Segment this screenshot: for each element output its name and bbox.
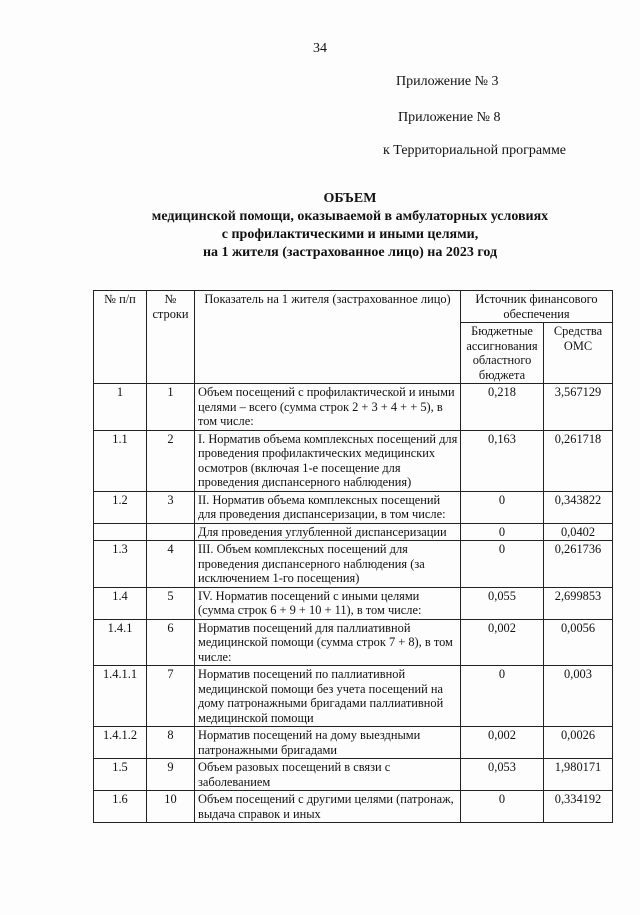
table-row xyxy=(94,523,613,541)
table-row xyxy=(94,587,613,619)
row-num-cell: 1.4.1.2 xyxy=(94,727,147,759)
title-line-1: ОБЪЕМ xyxy=(323,191,377,206)
row-budget-cell: 0,163 xyxy=(461,430,544,491)
volume-table xyxy=(93,290,613,823)
row-num-cell: 1.4.1.1 xyxy=(94,666,147,727)
table-row xyxy=(94,759,613,791)
table-row xyxy=(94,541,613,588)
table-row xyxy=(94,384,613,431)
row-indicator-cell: IV. Норматив посещений с иными целями (сумма строк 6 + 9 + 10 + 11), в том числе: xyxy=(195,587,461,619)
row-budget-cell: 0,002 xyxy=(461,619,544,666)
row-oms-cell: 0,0026 xyxy=(544,727,613,759)
row-oms-cell: 0,334192 xyxy=(544,791,613,823)
row-line-cell: 2 xyxy=(147,430,195,491)
appendix-line-2: Приложение № 8 xyxy=(398,110,501,125)
appendix-line-3: к Территориальной программе xyxy=(383,143,567,158)
row-oms-cell: 0,261736 xyxy=(544,541,613,588)
row-oms-cell: 2,699853 xyxy=(544,587,613,619)
header-source: Источник финансового обеспечения xyxy=(461,291,613,323)
row-line-cell: 9 xyxy=(147,759,195,791)
row-budget-cell: 0 xyxy=(461,541,544,588)
title-line-2: медицинской помощи, оказываемой в амбулаторных условиях xyxy=(151,209,549,224)
row-oms-cell: 0,261718 xyxy=(544,430,613,491)
row-line-cell xyxy=(147,523,195,541)
row-budget-cell: 0 xyxy=(461,791,544,823)
header-budget: Бюджетные ассигнования областного бюджета xyxy=(461,323,544,384)
row-line-cell: 3 xyxy=(147,491,195,523)
row-num-cell: 1.5 xyxy=(94,759,147,791)
row-num-cell: 1.3 xyxy=(94,541,147,588)
row-num-cell: 1 xyxy=(94,384,147,431)
row-oms-cell: 1,980171 xyxy=(544,759,613,791)
row-budget-cell: 0,055 xyxy=(461,587,544,619)
row-line-cell: 4 xyxy=(147,541,195,588)
row-budget-cell: 0,053 xyxy=(461,759,544,791)
row-oms-cell: 3,567129 xyxy=(544,384,613,431)
row-line-cell: 8 xyxy=(147,727,195,759)
row-oms-cell: 0,003 xyxy=(544,666,613,727)
row-num-cell: 1.2 xyxy=(94,491,147,523)
appendix-line-1: Приложение № 3 xyxy=(396,74,499,89)
table-row xyxy=(94,491,613,523)
row-budget-cell: 0 xyxy=(461,491,544,523)
header-oms: Средства ОМС xyxy=(544,323,613,384)
title-line-4: на 1 жителя (застрахованное лицо) на 2023 год xyxy=(202,245,498,260)
table-row xyxy=(94,619,613,666)
row-line-cell: 6 xyxy=(147,619,195,666)
row-oms-cell: 0,0402 xyxy=(544,523,613,541)
row-num-cell: 1.4 xyxy=(94,587,147,619)
row-budget-cell: 0 xyxy=(461,666,544,727)
row-indicator-cell: Объем разовых посещений в связи с заболеванием xyxy=(195,759,461,791)
row-num-cell: 1.6 xyxy=(94,791,147,823)
header-indicator: Показатель на 1 жителя (застрахованное лицо) xyxy=(195,291,461,384)
row-indicator-cell: Норматив посещений по паллиативной медицинской помощи без учета посещений на дому патронажными бригадами паллиативной медицинской помощи xyxy=(195,666,461,727)
header-num: № п/п xyxy=(94,291,147,384)
row-num-cell xyxy=(94,523,147,541)
row-line-cell: 1 xyxy=(147,384,195,431)
row-line-cell: 5 xyxy=(147,587,195,619)
header-row: № строки xyxy=(147,291,195,384)
table-row xyxy=(94,430,613,491)
document-title xyxy=(0,190,640,262)
row-num-cell: 1.1 xyxy=(94,430,147,491)
table-row xyxy=(94,791,613,823)
row-indicator-cell: I. Норматив объема комплексных посещений для проведения профилактических медицинских осмотров (включая 1-е посещение для проведения диспансерного наблюдения) xyxy=(195,430,461,491)
row-indicator-cell: Объем посещений с профилактической и иными целями – всего (сумма строк 2 + 3 + 4 + + 5), в том числе: xyxy=(195,384,461,431)
row-budget-cell: 0,002 xyxy=(461,727,544,759)
row-line-cell: 7 xyxy=(147,666,195,727)
table-row xyxy=(94,666,613,727)
row-indicator-cell: Для проведения углубленной диспансеризации xyxy=(195,523,461,541)
row-num-cell: 1.4.1 xyxy=(94,619,147,666)
row-indicator-cell: Норматив посещений для паллиативной медицинской помощи (сумма строк 7 + 8), в том числе: xyxy=(195,619,461,666)
row-indicator-cell: III. Объем комплексных посещений для проведения диспансерного наблюдения (за исключением 1-го посещения) xyxy=(195,541,461,588)
row-budget-cell: 0,218 xyxy=(461,384,544,431)
row-oms-cell: 0,0056 xyxy=(544,619,613,666)
row-indicator-cell: Объем посещений с другими целями (патронаж, выдача справок и иных xyxy=(195,791,461,823)
row-indicator-cell: II. Норматив объема комплексных посещений для проведения диспансеризации, в том числе: xyxy=(195,491,461,523)
row-line-cell: 10 xyxy=(147,791,195,823)
table-row xyxy=(94,727,613,759)
row-indicator-cell: Норматив посещений на дому выездными патронажными бригадами xyxy=(195,727,461,759)
page-number: 34 xyxy=(313,41,327,56)
title-line-3: с профилактическими и иными целями, xyxy=(221,227,479,242)
row-budget-cell: 0 xyxy=(461,523,544,541)
row-oms-cell: 0,343822 xyxy=(544,491,613,523)
